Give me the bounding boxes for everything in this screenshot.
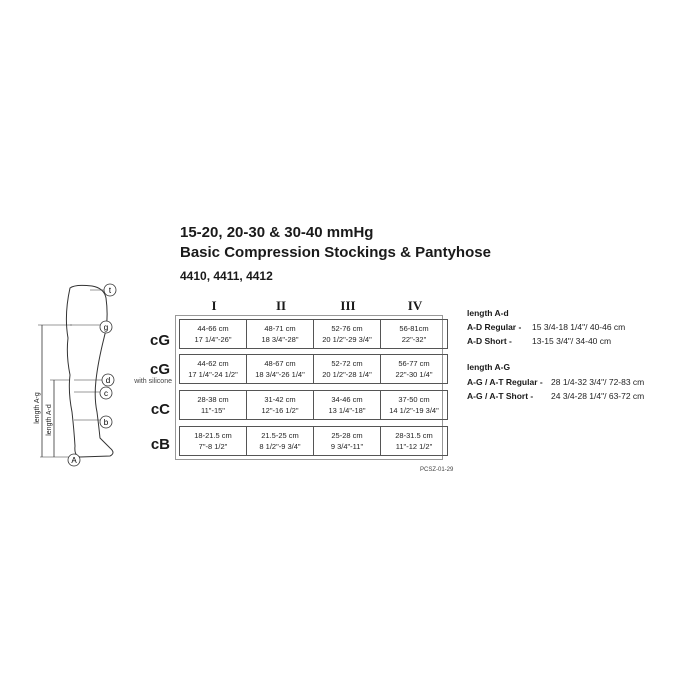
chart-code: PCSZ-01-29 — [420, 467, 454, 473]
size-cell: 31-42 cm 12"-16 1/2" — [246, 390, 314, 420]
marker-A — [68, 454, 80, 466]
marker-b — [100, 416, 112, 428]
ag-regular-row: A-G / A-T Regular - 28 1/4-32 3/4"/ 72-83 cm — [467, 377, 645, 387]
size-cell: 25-28 cm 9 3/4"-11" — [313, 426, 381, 456]
size-cell: 56-77 cm 22"-30 1/4" — [380, 354, 448, 384]
leg-outline — [66, 285, 113, 457]
size-cell: 21.5-25 cm 8 1/2"-9 3/4" — [246, 426, 314, 456]
size-cell: 37-50 cm 14 1/2"-19 3/4" — [380, 390, 448, 420]
ad-short-row: A-D Short - 13-15 3/4"/ 34-40 cm — [467, 336, 612, 346]
size-cell: 56-81cm 22"-32" — [380, 319, 448, 349]
size-cell: 44-66 cm 17 1/4"-26" — [179, 319, 247, 349]
marker-g — [100, 321, 112, 333]
column-header-IV: IV — [407, 298, 423, 313]
length-ag-label: length A-g — [34, 392, 41, 424]
svg-text:c: c — [104, 389, 108, 398]
svg-text:b: b — [103, 418, 109, 427]
column-header-I: I — [211, 298, 217, 313]
svg-text:d: d — [105, 376, 111, 385]
svg-text:A: A — [71, 456, 77, 465]
size-cell: 48-67 cm 18 3/4"-26 1/4" — [246, 354, 314, 384]
length-ad-title: length A-d — [467, 308, 509, 318]
ad-regular-row: A-D Regular - 15 3/4-18 1/4"/ 40-46 cm — [467, 322, 626, 332]
size-cell: 28-38 cm 11"-15" — [179, 390, 247, 420]
svg-text:g: g — [103, 323, 109, 332]
row-label-cG: cG — [149, 332, 170, 349]
row-label-cC: cC — [150, 401, 170, 418]
product-name-title: Basic Compression Stockings & Pantyhose — [180, 244, 491, 261]
size-cell: 34-46 cm 13 1/4"-18" — [313, 390, 381, 420]
row-sublabel-silicone: with silicone — [134, 378, 172, 385]
ag-short-row: A-G / A-T Short - 24 3/4-28 1/4"/ 63-72 cm — [467, 391, 645, 401]
marker-t — [104, 284, 116, 296]
length-ad-label: length A-d — [46, 404, 53, 436]
size-cell: 28-31.5 cm 11"-12 1/2" — [380, 426, 448, 456]
size-cell: 44-62 cm 17 1/4"-24 1/2" — [179, 354, 247, 384]
svg-text:t: t — [108, 286, 112, 295]
leg-measurement-diagram — [30, 280, 130, 470]
column-header-II: II — [275, 298, 287, 313]
product-codes: 4410, 4411, 4412 — [180, 269, 273, 283]
row-label-cB: cB — [150, 436, 170, 453]
size-cell: 18-21.5 cm 7"-8 1/2" — [179, 426, 247, 456]
size-cell: 52-76 cm 20 1/2"-29 3/4" — [313, 319, 381, 349]
size-cell: 48-71 cm 18 3/4"-28" — [246, 319, 314, 349]
marker-c — [100, 387, 112, 399]
row-label-cG-silicone: cG — [149, 361, 170, 378]
size-cell: 52-72 cm 20 1/2"-28 1/4" — [313, 354, 381, 384]
product-pressure-title: 15-20, 20-30 & 30-40 mmHg — [180, 224, 374, 241]
length-ag-title: length A-G — [467, 362, 511, 372]
column-header-III: III — [340, 298, 356, 313]
